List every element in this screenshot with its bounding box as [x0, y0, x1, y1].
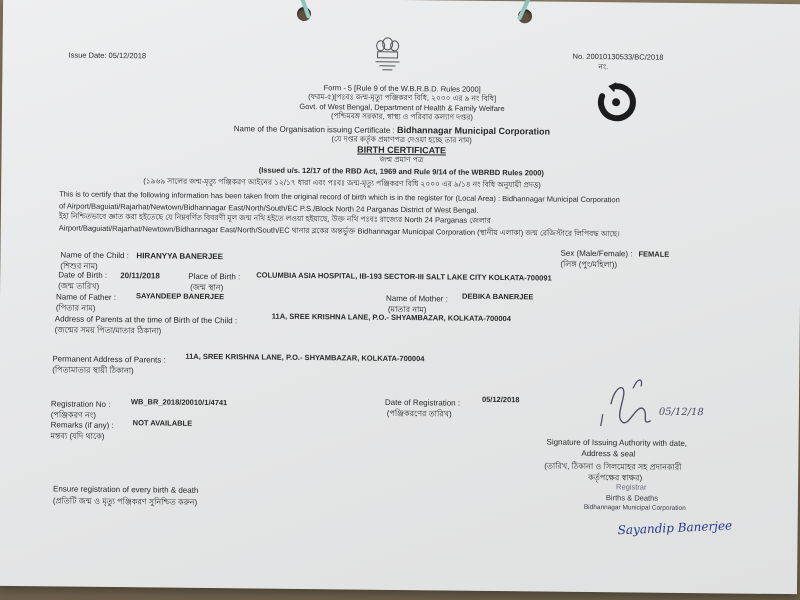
sex-label-bn: (লিঙ্গ (পুং/মহিলা)) [560, 259, 618, 270]
permanent-address-label: Permanent Address of Parents : [52, 354, 166, 365]
father-label-bn: (পিতার নাম) [55, 303, 96, 313]
registration-date-label-bn: (পঞ্জিকরণের তারিখ) [386, 408, 452, 419]
mother-label-bn: (মাতার নাম) [387, 304, 427, 315]
govt-line: Govt. of West Bengal, Department of Health & Family Welfare [299, 101, 505, 114]
corporation-logo-icon [594, 80, 638, 124]
org-label: Name of the Organisation issuing Certificate : [233, 124, 395, 135]
birth-address-label-bn: (জন্মের সময় পিতা/মাতার ঠিকানা) [54, 325, 162, 336]
mother-label: Name of Mother : [385, 293, 448, 304]
registration-no-value: WB_BR_2018/20010/1/4741 [130, 397, 228, 408]
national-emblem-icon [370, 34, 404, 74]
father-value: SAYANDEEP BANERJEE [135, 291, 225, 302]
dob-label-bn: (জন্ম তারিখ) [58, 281, 100, 291]
seal-line-2: Births & Deaths [605, 493, 659, 503]
remarks-label-bn: মন্তব্য (যদি থাকে) [50, 431, 105, 441]
issue-date: Issue Date: 05/12/2018 [68, 50, 147, 61]
certificate-number-bn: নং. [598, 62, 609, 72]
permanent-address-label-bn: (পিতামাতার স্থায়ী ঠিকানা) [52, 365, 134, 376]
pob-value: COLUMBIA ASIA HOSPITAL, IB-193 SECTOR-III SALT LAKE CITY KOLKATA-700091 [256, 270, 552, 283]
document-title: BIRTH CERTIFICATE [357, 144, 447, 156]
certify-line-1: This is to certify that the following information has been taken from the original record of birth which is in the register for (Local Area) : Bidhannagar Municipal Corporation [59, 189, 620, 205]
birth-address-label: Address of Parents at the time of Birth of the Child : [54, 314, 238, 326]
registration-date-label: Date of Registration : [384, 397, 461, 408]
handwritten-signature: Sayandip Banerjee [617, 518, 733, 538]
mother-value: DEBIKA BANERJEE [461, 291, 534, 302]
issued-line-bn: (১৯৬৯ সালের জন্ম-মৃত্যু পঞ্জিকরণ আইনের ১২/১৭ ধারা এবং পঃবঃ জন্ম-মৃত্যু পঞ্জিকরণ বিধি ২০০০ এর ৯/১৪ নং বিধি অনুযায়ী প্রদত্ত) [143, 176, 541, 190]
signature-line-2: Address & seal [581, 448, 636, 459]
org-name: Bidhannagar Municipal Corporation [396, 124, 551, 137]
pob-label: Place of Birth : [188, 271, 241, 282]
remarks-label: Remarks (if any) : [50, 420, 114, 431]
sex-value: FEMALE [638, 249, 670, 259]
certify-line-4: Airport/Baguiati/Rajarhat/Newtown/Bidhannagar East/North/South/EC থানার ব্লকের অন্তর্ভুক্ত Bidhannagar Municipal Corporation (স্থানীয় এলাকা) জন্ম রেজিস্টারে লিপিবদ্ধ আছে। [58, 223, 620, 239]
remarks-value: NOT AVAILABLE [132, 418, 193, 428]
handwritten-date: 05/12/18 [658, 406, 704, 419]
registration-no-label-bn: (পঞ্জিকরণ নং) [50, 410, 96, 420]
pob-label-bn: (জন্ম স্থান) [190, 282, 224, 293]
document-title-bn: জন্ম প্রমাণ পত্র [379, 154, 424, 165]
registration-date-value: 05/12/2018 [481, 394, 520, 405]
father-label: Name of Father : [55, 292, 117, 303]
form-line-bn: (ফরম-৫)[পঃবঃ জন্ম-মৃত্যু পঞ্জিকরণ বিধি, ২০০০ এর ৯ নং বিধি] [308, 92, 497, 103]
child-name-value: HIRANYYA BANERJEE [136, 251, 224, 262]
certify-line-3: ইহা নিশ্চিতভাবে জ্ঞাত করা হইতেছে যে নিম্নবর্ণিত বিবরণী মূল জন্ম নথি হইতে লওয়া হইয়াছে, উক্ত নথি পঃবঃ রাজ্যের North 24 Parganas জেলার [58, 211, 491, 225]
issued-line: (Issued u/s. 12/17 of the RBD Act, 1969 and Rule 9/14 of the WBRBD Rules 2000) [258, 165, 544, 178]
sex-label: Sex (Male/Female) : [560, 248, 633, 259]
certificate-number: No. 20010130533/BC/2018 [572, 51, 664, 62]
birth-address-value: 11A, SREE KRISHNA LANE, P.O.- SHYAMBAZAR, KOLKATA-700004 [271, 311, 511, 324]
signature-line-4: কর্তৃপক্ষের স্বাক্ষর) [588, 472, 643, 483]
permanent-address-value: 11A, SREE KRISHNA LANE, P.O.- SHYAMBAZAR, KOLKATA-700004 [185, 351, 425, 364]
certify-line-2: of Airport/Baguiati/Rajarhat/Newtown/Bidhannagar East/North/South/EC P.S./Block North 24 Parganas District of West Bengal. [58, 201, 479, 215]
seal-line-1: Registrar [616, 482, 647, 492]
seal-line-3: Bidhannagar Municipal Corporation [583, 503, 686, 513]
signature-line-3: (তারিখ, ঠিকানা ও সিলমোহর সহ প্রদানকারী [544, 461, 682, 472]
dob-label: Date of Birth : [58, 270, 108, 280]
org-label-bn: (যে দপ্তর কর্তৃক প্রমাণপত্র দেওয়া হচ্ছে তার নাম) [331, 134, 472, 145]
govt-line-bn: (পশ্চিমবঙ্গ সরকার, স্বাস্থ্য ও পরিবার কল্যাণ দপ্তর) [330, 111, 473, 122]
child-name-label-bn: (শিশুর নাম) [60, 261, 98, 271]
dob-value: 20/11/2018 [120, 271, 160, 281]
form-line: Form - 5 [Rule 9 of the W.B.R.B.D. Rules 2000] [323, 83, 481, 94]
registrar-seal [584, 480, 714, 521]
child-name-label: Name of the Child : [60, 250, 129, 261]
signature-line-1: Signature of Issuing Authority with date, [546, 437, 688, 449]
ensure-line: Ensure registration of every birth & death [52, 484, 199, 495]
registration-no-label: Registration No : [50, 399, 111, 409]
ensure-line-bn: (প্রতিটি জন্ম ও মৃত্যু পঞ্জিকরণ সুনিশ্চিত করুন) [52, 496, 198, 507]
